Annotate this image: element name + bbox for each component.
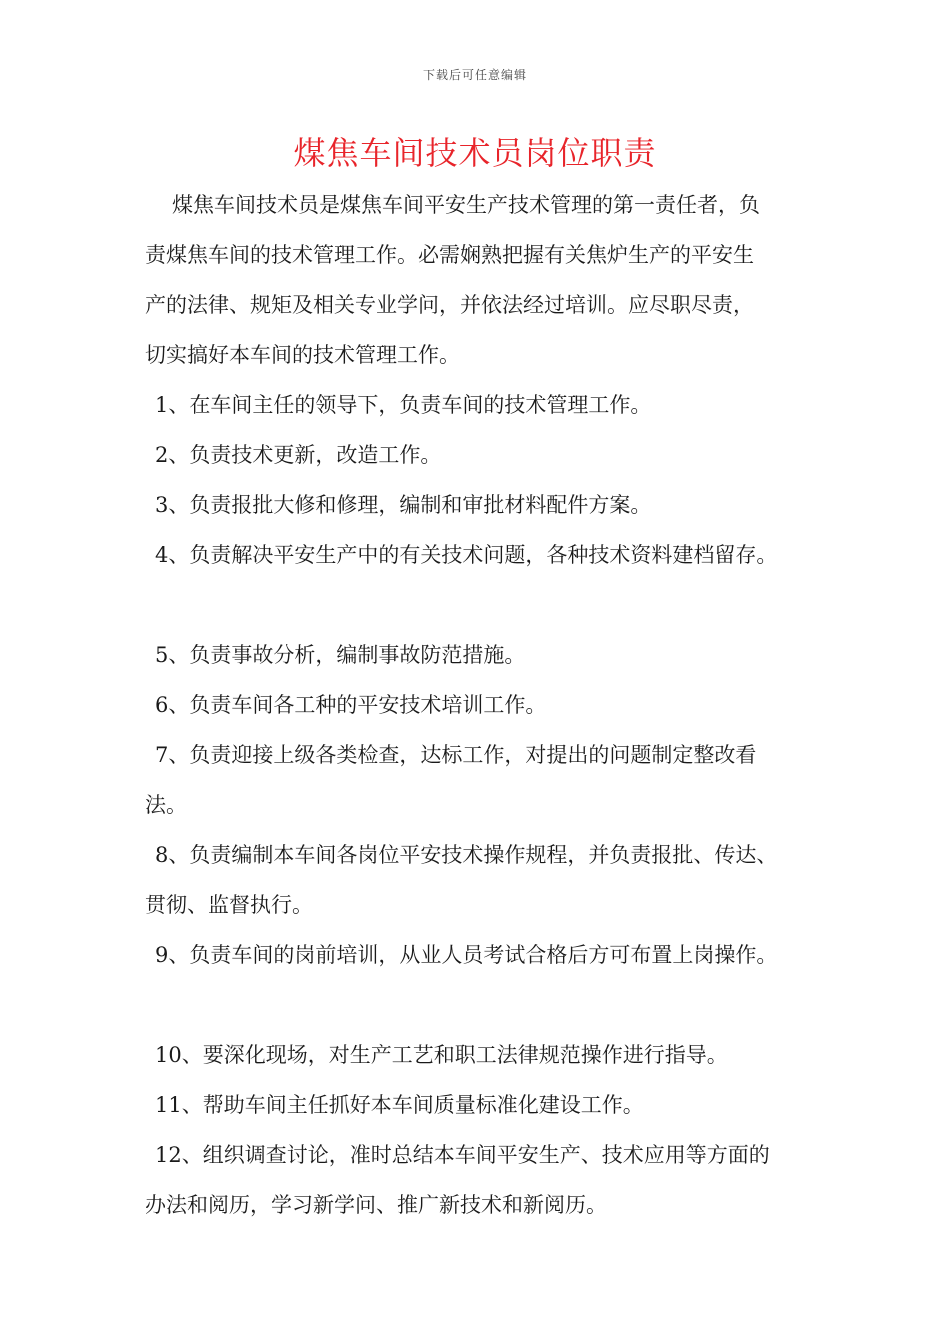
intro-line: 责煤焦车间的技术管理工作。必需娴熟把握有关焦炉生产的平安生 (145, 243, 754, 267)
paragraph-gap (145, 580, 815, 630)
duty-item-10: 10、要深化现场，对生产工艺和职工法律规范操作进行指导。 (155, 1043, 728, 1067)
intro-line: 煤焦车间技术员是煤焦车间平安生产技术管理的第一责任者，负 (172, 193, 760, 217)
duty-item-12: 12、组织调查讨论，准时总结本车间平安生产、技术应用等方面的 (155, 1143, 770, 1167)
duty-item-8-cont: 贯彻、监督执行。 (145, 893, 313, 917)
document-body (145, 180, 815, 1230)
duty-item-8: 8、负责编制本车间各岗位平安技术操作规程，并负责报批、传达、 (155, 843, 778, 867)
header-note: 下载后可任意编辑 (422, 68, 527, 82)
intro-line: 产的法律、规矩及相关专业学问，并依法经过培训。应尽职尽责， (145, 293, 754, 317)
page-title: 煤焦车间技术员岗位职责 (293, 134, 657, 172)
duty-item-12-cont: 办法和阅历，学习新学问、推广新技术和新阅历。 (145, 1193, 607, 1217)
duty-item-6: 6、负责车间各工种的平安技术培训工作。 (155, 693, 547, 717)
duty-item-7: 7、负责迎接上级各类检查，达标工作，对提出的问题制定整改看 (155, 743, 757, 767)
duty-item-11: 11、帮助车间主任抓好本车间质量标准化建设工作。 (155, 1093, 644, 1117)
duty-item-1: 1、在车间主任的领导下，负责车间的技术管理工作。 (155, 393, 652, 417)
paragraph-gap (145, 980, 815, 1030)
duty-item-9: 9、负责车间的岗前培训，从业人员考试合格后方可布置上岗操作。 (155, 943, 778, 967)
duty-item-4: 4、负责解决平安生产中的有关技术问题，各种技术资料建档留存。 (155, 543, 778, 567)
duty-item-5: 5、负责事故分析，编制事故防范措施。 (155, 643, 526, 667)
duty-item-2: 2、负责技术更新，改造工作。 (155, 443, 442, 467)
intro-line: 切实搞好本车间的技术管理工作。 (145, 343, 460, 367)
duty-item-3: 3、负责报批大修和修理，编制和审批材料配件方案。 (155, 493, 652, 517)
duty-item-7-cont: 法。 (145, 793, 187, 817)
